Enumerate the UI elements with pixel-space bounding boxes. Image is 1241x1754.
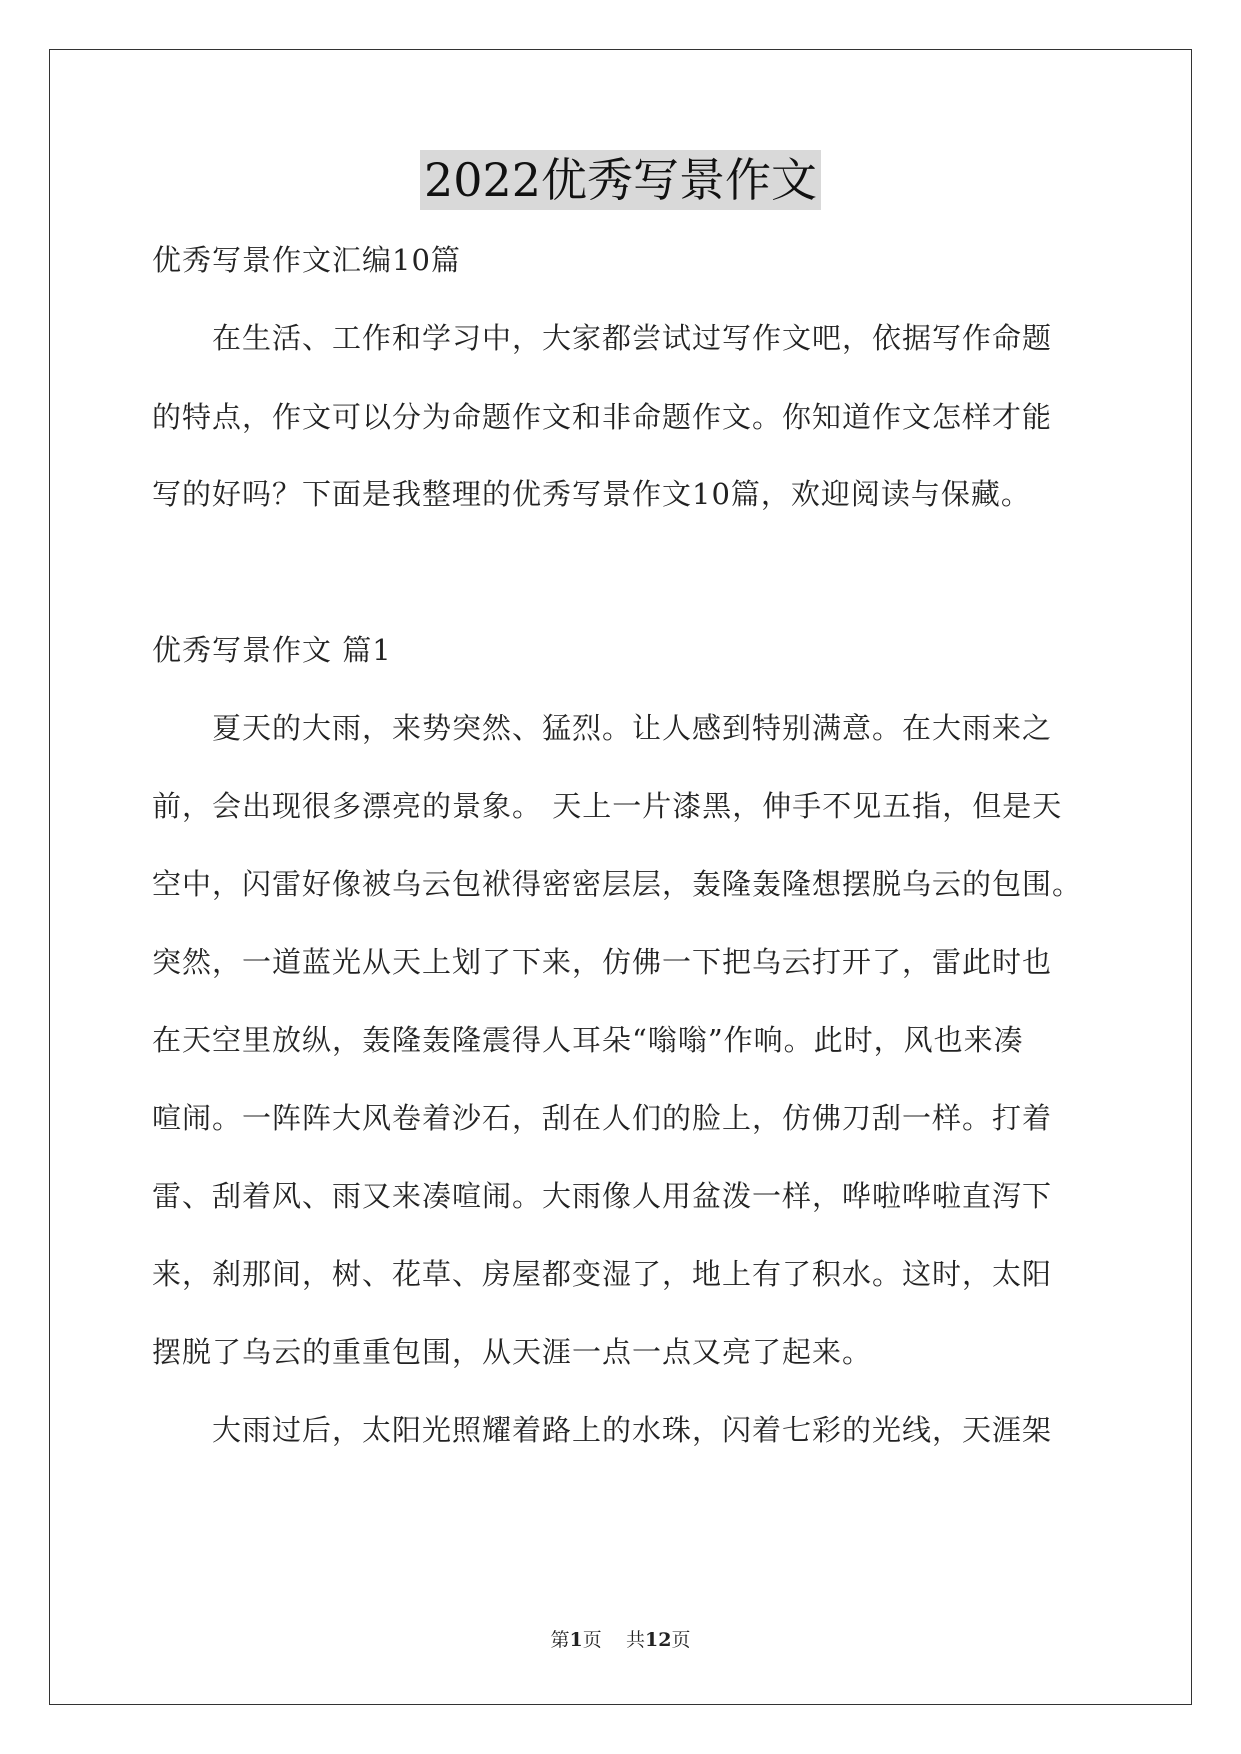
subtitle-line: 优秀写景作文汇编10篇 [152, 243, 461, 277]
section-heading: 优秀写景作文 篇1 [152, 633, 392, 667]
page-number: 1 [569, 1629, 583, 1651]
body-line: 前，会出现很多漂亮的景象。 天上一片漆黑，伸手不见五指，但是天 [152, 789, 1063, 823]
total-pages: 12 [644, 1629, 672, 1651]
body-line: 大雨过后，太阳光照耀着路上的水珠，闪着七彩的光线，天涯架 [152, 1413, 1053, 1447]
body-line: 空中，闪雷好像被乌云包袱得密密层层，轰隆轰隆想摆脱乌云的包围。 [152, 867, 1083, 901]
intro-line: 的特点，作文可以分为命题作文和非命题作文。你知道作文怎样才能 [152, 400, 1053, 434]
body-line: 来，刹那间，树、花草、房屋都变湿了，地上有了积水。这时，太阳 [152, 1257, 1053, 1291]
body-line: 在天空里放纵，轰隆轰隆震得人耳朵“嗡嗡”作响。此时，风也来凑 [152, 1023, 1024, 1057]
body-line: 摆脱了乌云的重重包围，从天涯一点一点又亮了起来。 [152, 1335, 873, 1369]
intro-line: 在生活、工作和学习中，大家都尝试过写作文吧，依据写作命题 [152, 321, 1053, 355]
total-suffix: 页 [671, 1629, 691, 1651]
intro-line: 写的好吗？下面是我整理的优秀写景作文10篇，欢迎阅读与保藏。 [152, 477, 1031, 511]
body-line: 雷、刮着风、雨又来凑喧闹。大雨像人用盆泼一样，哗啦哗啦直泻下 [152, 1179, 1053, 1213]
page-prefix: 第 [550, 1629, 570, 1651]
page-suffix: 页 [582, 1629, 602, 1651]
title-container [0, 150, 1241, 210]
document-title: 2022优秀写景作文 [420, 150, 821, 210]
page-footer [0, 1628, 1241, 1652]
total-prefix: 共 [625, 1629, 645, 1651]
body-line: 突然，一道蓝光从天上划了下来，仿佛一下把乌云打开了，雷此时也 [152, 945, 1053, 979]
body-line: 夏天的大雨，来势突然、猛烈。让人感到特别满意。在大雨来之 [152, 711, 1053, 745]
body-line: 喧闹。一阵阵大风卷着沙石，刮在人们的脸上，仿佛刀刮一样。打着 [152, 1101, 1053, 1135]
